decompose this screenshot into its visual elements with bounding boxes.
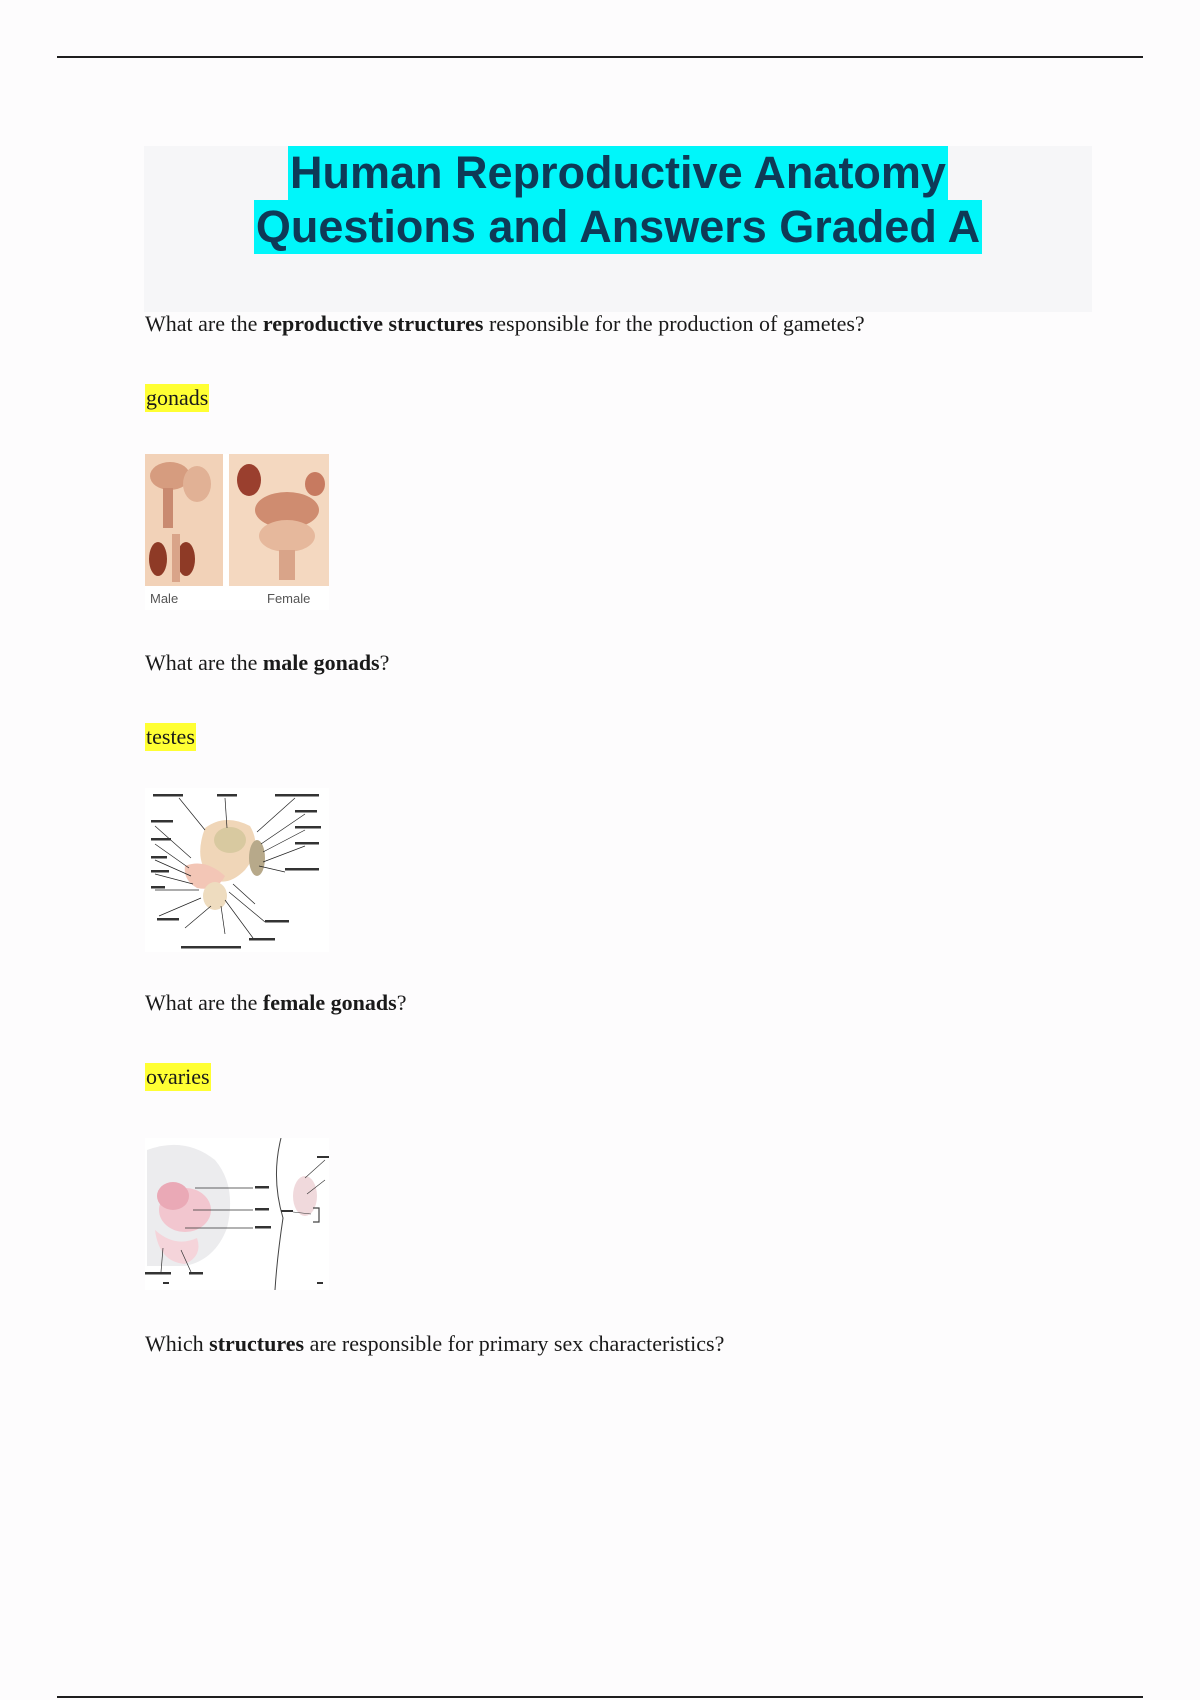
footer-rule	[57, 1696, 1143, 1698]
figure-caption-male: Male	[150, 591, 179, 606]
document-title-line-2: Questions and Answers Graded A	[255, 201, 981, 252]
title-banner	[144, 146, 1092, 312]
answer-1: gonads	[146, 385, 209, 410]
figure-caption-female: Female	[267, 591, 311, 606]
question-4: Which structures are responsible for primary sex characteristics?	[145, 1331, 725, 1356]
reproductive-organs-figure	[145, 454, 329, 610]
answer-2: testes	[146, 724, 195, 749]
question-3: What are the female gonads?	[145, 990, 407, 1015]
answer-3: ovaries	[146, 1064, 210, 1089]
male-anatomy-diagram	[145, 788, 329, 952]
question-1: What are the reproductive structures responsible for the production of gametes?	[145, 311, 865, 336]
female-anatomy-diagram	[145, 1138, 329, 1290]
header-rule	[57, 56, 1143, 58]
document-title-line-1: Human Reproductive Anatomy	[290, 147, 946, 198]
question-2: What are the male gonads?	[145, 650, 390, 675]
